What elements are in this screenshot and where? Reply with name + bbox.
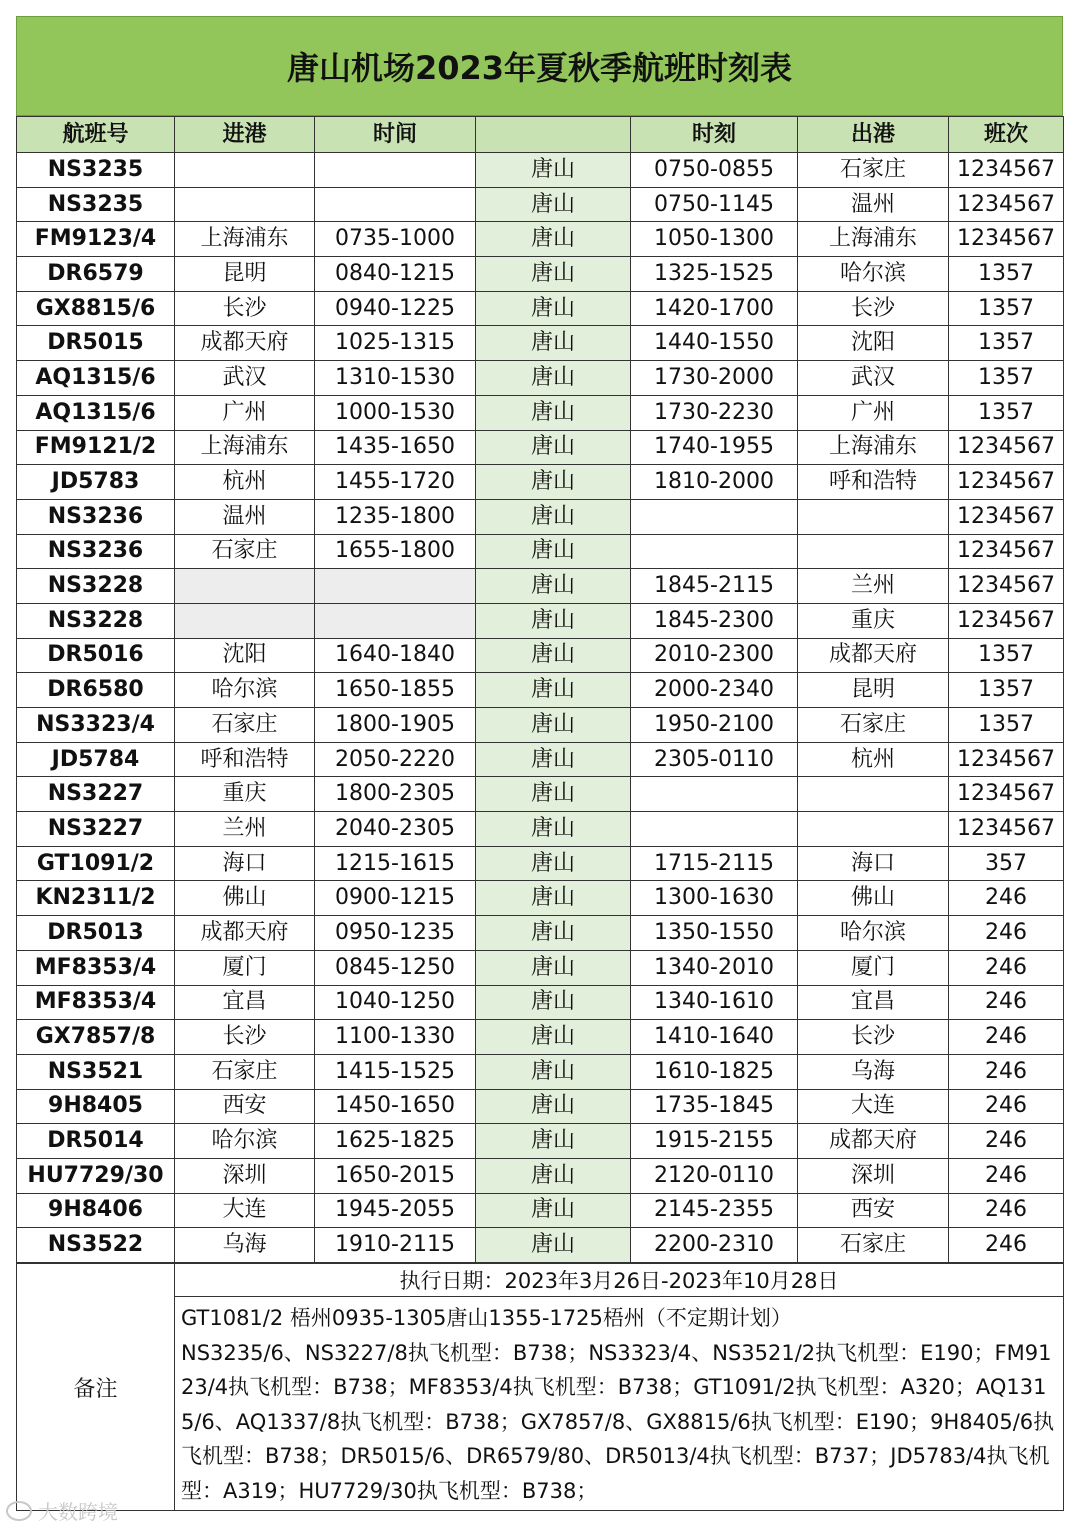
cell-hub: 唐山 [476, 257, 631, 292]
cell-arrival-origin: 海口 [175, 846, 315, 881]
cell-hub: 唐山 [476, 153, 631, 188]
table-row [17, 985, 1064, 1020]
cell-hub: 唐山 [476, 187, 631, 222]
cell-flight: JD5783 [17, 465, 175, 500]
cell-arrival-origin: 石家庄 [175, 1054, 315, 1089]
cell-hub: 唐山 [476, 708, 631, 743]
cell-departure-time: 2010-2300 [631, 638, 798, 673]
cell-departure-destination: 西安 [798, 1193, 949, 1228]
cell-departure-destination: 石家庄 [798, 1228, 949, 1263]
cell-hub: 唐山 [476, 603, 631, 638]
page-title: 唐山机场2023年夏秋季航班时刻表 [16, 16, 1063, 116]
table-row [17, 534, 1064, 569]
header-departure: 出港 [798, 117, 949, 153]
cell-departure-destination: 哈尔滨 [798, 257, 949, 292]
cell-frequency: 1234567 [949, 222, 1064, 257]
cell-departure-time [631, 777, 798, 812]
cell-departure-destination [798, 812, 949, 847]
cell-arrival-origin: 上海浦东 [175, 430, 315, 465]
cell-flight: JD5784 [17, 742, 175, 777]
cell-frequency: 246 [949, 1020, 1064, 1055]
header-schedule: 时刻 [631, 117, 798, 153]
table-row [17, 257, 1064, 292]
cell-departure-time: 1950-2100 [631, 708, 798, 743]
cell-departure-time: 1730-2000 [631, 361, 798, 396]
cell-hub: 唐山 [476, 1158, 631, 1193]
cell-departure-destination: 上海浦东 [798, 430, 949, 465]
cell-frequency: 357 [949, 846, 1064, 881]
cell-arrival-origin [175, 153, 315, 188]
cell-arrival-time: 1000-1530 [315, 395, 476, 430]
cell-frequency: 1234567 [949, 812, 1064, 847]
cell-departure-time: 1730-2230 [631, 395, 798, 430]
cell-arrival-time: 0900-1215 [315, 881, 476, 916]
cell-departure-time: 2120-0110 [631, 1158, 798, 1193]
table-row [17, 361, 1064, 396]
cell-hub: 唐山 [476, 1054, 631, 1089]
cell-departure-destination: 呼和浩特 [798, 465, 949, 500]
cell-departure-time [631, 812, 798, 847]
cell-departure-destination: 广州 [798, 395, 949, 430]
cell-flight: DR5015 [17, 326, 175, 361]
cell-arrival-origin: 哈尔滨 [175, 673, 315, 708]
cell-arrival-time: 1650-2015 [315, 1158, 476, 1193]
cell-departure-time: 2305-0110 [631, 742, 798, 777]
cell-hub: 唐山 [476, 1228, 631, 1263]
cell-flight: DR5014 [17, 1124, 175, 1159]
table-row [17, 291, 1064, 326]
cell-frequency: 1234567 [949, 465, 1064, 500]
cell-flight: NS3521 [17, 1054, 175, 1089]
cell-arrival-time: 1640-1840 [315, 638, 476, 673]
cell-flight: DR6580 [17, 673, 175, 708]
cell-hub: 唐山 [476, 291, 631, 326]
cell-arrival-time: 1800-1905 [315, 708, 476, 743]
cell-flight: AQ1315/6 [17, 361, 175, 396]
cell-hub: 唐山 [476, 881, 631, 916]
cell-flight: NS3235 [17, 153, 175, 188]
table-row [17, 1228, 1064, 1263]
cell-departure-destination: 大连 [798, 1089, 949, 1124]
cell-departure-destination: 上海浦东 [798, 222, 949, 257]
cell-frequency: 1357 [949, 638, 1064, 673]
cell-arrival-time: 1625-1825 [315, 1124, 476, 1159]
cell-flight: NS3227 [17, 777, 175, 812]
cell-flight: DR5013 [17, 916, 175, 951]
cell-departure-destination: 哈尔滨 [798, 916, 949, 951]
cell-departure-time: 1050-1300 [631, 222, 798, 257]
cell-arrival-origin: 呼和浩特 [175, 742, 315, 777]
cell-flight: DR6579 [17, 257, 175, 292]
cell-arrival-origin: 乌海 [175, 1228, 315, 1263]
notes-line-1: GT1081/2 梧州0935-1305唐山1355-1725梧州（不定期计划） [181, 1306, 792, 1330]
cell-departure-time: 1845-2115 [631, 569, 798, 604]
table-row [17, 638, 1064, 673]
table-row [17, 187, 1064, 222]
cell-flight: NS3236 [17, 499, 175, 534]
cell-hub: 唐山 [476, 812, 631, 847]
cell-departure-time: 1810-2000 [631, 465, 798, 500]
table-row [17, 708, 1064, 743]
cell-arrival-origin: 深圳 [175, 1158, 315, 1193]
cell-arrival-origin: 石家庄 [175, 708, 315, 743]
cell-departure-time: 1610-1825 [631, 1054, 798, 1089]
cell-frequency: 1234567 [949, 499, 1064, 534]
watermark [6, 1496, 118, 1525]
cell-arrival-origin [175, 569, 315, 604]
cell-frequency: 1357 [949, 291, 1064, 326]
cell-arrival-time: 0940-1225 [315, 291, 476, 326]
cell-arrival-origin [175, 603, 315, 638]
cell-arrival-time [315, 153, 476, 188]
cell-frequency: 246 [949, 1054, 1064, 1089]
cell-hub: 唐山 [476, 326, 631, 361]
table-row [17, 465, 1064, 500]
table-row [17, 950, 1064, 985]
cell-departure-destination [798, 499, 949, 534]
cell-departure-time: 1845-2300 [631, 603, 798, 638]
cell-flight: 9H8405 [17, 1089, 175, 1124]
cell-flight: NS3228 [17, 569, 175, 604]
cell-frequency: 1357 [949, 257, 1064, 292]
cell-departure-destination: 杭州 [798, 742, 949, 777]
cell-departure-time: 1300-1630 [631, 881, 798, 916]
cell-arrival-origin: 长沙 [175, 291, 315, 326]
cell-arrival-time [315, 187, 476, 222]
cell-hub: 唐山 [476, 916, 631, 951]
cell-arrival-origin: 成都天府 [175, 916, 315, 951]
cell-departure-destination: 石家庄 [798, 708, 949, 743]
cell-flight: MF8353/4 [17, 985, 175, 1020]
header-arrival: 进港 [175, 117, 315, 153]
table-row [17, 742, 1064, 777]
cell-arrival-time: 1215-1615 [315, 846, 476, 881]
cell-arrival-origin: 沈阳 [175, 638, 315, 673]
cell-departure-destination: 昆明 [798, 673, 949, 708]
cell-flight: GX8815/6 [17, 291, 175, 326]
cell-hub: 唐山 [476, 1124, 631, 1159]
cell-departure-time: 1325-1525 [631, 257, 798, 292]
cell-flight: NS3235 [17, 187, 175, 222]
cell-hub: 唐山 [476, 777, 631, 812]
cell-arrival-origin: 重庆 [175, 777, 315, 812]
table-row [17, 395, 1064, 430]
cell-flight: NS3522 [17, 1228, 175, 1263]
watermark-logo-icon [6, 1501, 32, 1521]
cell-arrival-origin: 宜昌 [175, 985, 315, 1020]
table-row [17, 222, 1064, 257]
watermark-text: 大数跨境 [38, 1500, 118, 1524]
cell-frequency: 1234567 [949, 603, 1064, 638]
schedule-table [16, 116, 1064, 1263]
table-row [17, 1020, 1064, 1055]
cell-arrival-time [315, 603, 476, 638]
table-row [17, 1124, 1064, 1159]
header-flight: 航班号 [17, 117, 175, 153]
table-row [17, 603, 1064, 638]
cell-frequency: 1234567 [949, 777, 1064, 812]
cell-frequency: 1357 [949, 361, 1064, 396]
cell-frequency: 246 [949, 985, 1064, 1020]
cell-departure-destination: 成都天府 [798, 1124, 949, 1159]
cell-departure-time [631, 499, 798, 534]
cell-arrival-time: 0845-1250 [315, 950, 476, 985]
cell-hub: 唐山 [476, 1020, 631, 1055]
cell-departure-destination [798, 777, 949, 812]
cell-frequency: 1234567 [949, 430, 1064, 465]
cell-arrival-time: 0735-1000 [315, 222, 476, 257]
cell-hub: 唐山 [476, 569, 631, 604]
cell-arrival-time: 1800-2305 [315, 777, 476, 812]
cell-departure-destination: 佛山 [798, 881, 949, 916]
cell-flight: FM9121/2 [17, 430, 175, 465]
cell-frequency: 246 [949, 1089, 1064, 1124]
cell-departure-time: 1420-1700 [631, 291, 798, 326]
cell-departure-time: 1350-1550 [631, 916, 798, 951]
cell-arrival-origin: 哈尔滨 [175, 1124, 315, 1159]
cell-flight: AQ1315/6 [17, 395, 175, 430]
cell-departure-time: 2000-2340 [631, 673, 798, 708]
cell-arrival-origin: 兰州 [175, 812, 315, 847]
table-row [17, 499, 1064, 534]
cell-frequency: 246 [949, 1124, 1064, 1159]
cell-departure-time: 1915-2155 [631, 1124, 798, 1159]
cell-departure-destination: 兰州 [798, 569, 949, 604]
cell-arrival-origin: 西安 [175, 1089, 315, 1124]
cell-departure-time: 2200-2310 [631, 1228, 798, 1263]
cell-frequency: 246 [949, 1228, 1064, 1263]
cell-departure-destination: 宜昌 [798, 985, 949, 1020]
cell-hub: 唐山 [476, 673, 631, 708]
cell-arrival-time: 1450-1650 [315, 1089, 476, 1124]
cell-departure-destination: 重庆 [798, 603, 949, 638]
table-row [17, 153, 1064, 188]
cell-frequency: 246 [949, 916, 1064, 951]
cell-arrival-origin [175, 187, 315, 222]
table-row [17, 1193, 1064, 1228]
cell-frequency: 246 [949, 950, 1064, 985]
cell-hub: 唐山 [476, 950, 631, 985]
cell-arrival-time: 2040-2305 [315, 812, 476, 847]
table-row [17, 846, 1064, 881]
cell-arrival-origin: 佛山 [175, 881, 315, 916]
cell-frequency: 1357 [949, 673, 1064, 708]
header-frequency: 班次 [949, 117, 1064, 153]
cell-departure-time: 1410-1640 [631, 1020, 798, 1055]
cell-departure-destination: 长沙 [798, 291, 949, 326]
cell-departure-destination: 厦门 [798, 950, 949, 985]
table-row [17, 881, 1064, 916]
cell-frequency: 1234567 [949, 187, 1064, 222]
cell-arrival-time: 1910-2115 [315, 1228, 476, 1263]
table-row [17, 569, 1064, 604]
cell-departure-time: 1740-1955 [631, 430, 798, 465]
cell-arrival-origin: 武汉 [175, 361, 315, 396]
cell-hub: 唐山 [476, 742, 631, 777]
cell-arrival-time: 2050-2220 [315, 742, 476, 777]
cell-flight: GX7857/8 [17, 1020, 175, 1055]
header-row [17, 117, 1064, 153]
cell-flight: FM9123/4 [17, 222, 175, 257]
cell-arrival-time: 0950-1235 [315, 916, 476, 951]
cell-flight: HU7729/30 [17, 1158, 175, 1193]
cell-flight: NS3227 [17, 812, 175, 847]
cell-arrival-time: 1310-1530 [315, 361, 476, 396]
cell-hub: 唐山 [476, 361, 631, 396]
cell-frequency: 246 [949, 1193, 1064, 1228]
cell-departure-time [631, 534, 798, 569]
cell-flight: NS3236 [17, 534, 175, 569]
cell-departure-time: 1340-1610 [631, 985, 798, 1020]
schedule-sheet [16, 16, 1063, 1511]
cell-departure-time: 1735-1845 [631, 1089, 798, 1124]
cell-frequency: 1234567 [949, 569, 1064, 604]
cell-departure-time: 1440-1550 [631, 326, 798, 361]
notes-label: 备注 [17, 1264, 175, 1511]
cell-frequency: 1234567 [949, 153, 1064, 188]
cell-flight: KN2311/2 [17, 881, 175, 916]
cell-departure-destination: 海口 [798, 846, 949, 881]
notes-body: NS3235/6、NS3227/8执飞机型：B738；NS3323/4、NS3521/2执飞机型：E190；FM9123/4执飞机型：B738；MF8353/4执飞机型：B738；GT1091/2执飞机型：A320；AQ1315/6、AQ1337/8执飞机型：B738；GX7857/8、GX8815/6执飞机型：E190；9H8405/6执飞机型：B738；DR5015/6、DR6579/80、DR5013/4执飞机型：B737；JD5783/4执飞机型：A319；HU7729/30执飞机型：B738； [181, 1340, 1055, 1503]
cell-arrival-origin: 石家庄 [175, 534, 315, 569]
cell-frequency: 1357 [949, 395, 1064, 430]
notes-text [175, 1297, 1064, 1511]
cell-hub: 唐山 [476, 430, 631, 465]
cell-departure-destination: 沈阳 [798, 326, 949, 361]
cell-departure-destination: 石家庄 [798, 153, 949, 188]
cell-flight: 9H8406 [17, 1193, 175, 1228]
cell-departure-destination: 乌海 [798, 1054, 949, 1089]
cell-hub: 唐山 [476, 499, 631, 534]
cell-departure-time: 1340-2010 [631, 950, 798, 985]
cell-arrival-time: 1415-1525 [315, 1054, 476, 1089]
cell-departure-destination: 武汉 [798, 361, 949, 396]
cell-flight: DR5016 [17, 638, 175, 673]
cell-arrival-origin: 大连 [175, 1193, 315, 1228]
cell-arrival-origin: 成都天府 [175, 326, 315, 361]
table-row [17, 812, 1064, 847]
cell-departure-destination [798, 534, 949, 569]
table-row [17, 777, 1064, 812]
cell-departure-time: 0750-0855 [631, 153, 798, 188]
cell-arrival-origin: 昆明 [175, 257, 315, 292]
header-time: 时间 [315, 117, 476, 153]
table-row [17, 430, 1064, 465]
cell-hub: 唐山 [476, 638, 631, 673]
cell-hub: 唐山 [476, 395, 631, 430]
notes-section [16, 1263, 1064, 1511]
cell-arrival-origin: 上海浦东 [175, 222, 315, 257]
cell-arrival-time: 1100-1330 [315, 1020, 476, 1055]
cell-frequency: 1357 [949, 326, 1064, 361]
table-row [17, 1158, 1064, 1193]
cell-hub: 唐山 [476, 1089, 631, 1124]
cell-arrival-time [315, 569, 476, 604]
cell-hub: 唐山 [476, 465, 631, 500]
cell-arrival-origin: 长沙 [175, 1020, 315, 1055]
cell-arrival-origin: 杭州 [175, 465, 315, 500]
cell-arrival-time: 1945-2055 [315, 1193, 476, 1228]
cell-arrival-time: 1235-1800 [315, 499, 476, 534]
cell-arrival-origin: 广州 [175, 395, 315, 430]
cell-hub: 唐山 [476, 1193, 631, 1228]
cell-arrival-time: 1025-1315 [315, 326, 476, 361]
cell-departure-destination: 长沙 [798, 1020, 949, 1055]
cell-flight: NS3228 [17, 603, 175, 638]
cell-frequency: 246 [949, 1158, 1064, 1193]
cell-frequency: 1234567 [949, 534, 1064, 569]
cell-arrival-time: 0840-1215 [315, 257, 476, 292]
execution-date: 执行日期：2023年3月26日-2023年10月28日 [175, 1264, 1064, 1297]
cell-departure-destination: 成都天府 [798, 638, 949, 673]
cell-departure-time: 1715-2115 [631, 846, 798, 881]
cell-frequency: 1357 [949, 708, 1064, 743]
cell-flight: NS3323/4 [17, 708, 175, 743]
cell-departure-destination: 深圳 [798, 1158, 949, 1193]
cell-hub: 唐山 [476, 985, 631, 1020]
cell-frequency: 1234567 [949, 742, 1064, 777]
table-row [17, 673, 1064, 708]
cell-arrival-time: 1455-1720 [315, 465, 476, 500]
header-hub [476, 117, 631, 153]
cell-arrival-time: 1650-1855 [315, 673, 476, 708]
cell-hub: 唐山 [476, 534, 631, 569]
table-row [17, 1054, 1064, 1089]
cell-flight: MF8353/4 [17, 950, 175, 985]
cell-hub: 唐山 [476, 222, 631, 257]
cell-arrival-origin: 厦门 [175, 950, 315, 985]
cell-flight: GT1091/2 [17, 846, 175, 881]
cell-arrival-time: 1040-1250 [315, 985, 476, 1020]
table-row [17, 326, 1064, 361]
cell-arrival-time: 1655-1800 [315, 534, 476, 569]
cell-departure-destination: 温州 [798, 187, 949, 222]
cell-departure-time: 2145-2355 [631, 1193, 798, 1228]
cell-hub: 唐山 [476, 846, 631, 881]
table-row [17, 1089, 1064, 1124]
cell-frequency: 246 [949, 881, 1064, 916]
cell-departure-time: 0750-1145 [631, 187, 798, 222]
cell-arrival-time: 1435-1650 [315, 430, 476, 465]
cell-arrival-origin: 温州 [175, 499, 315, 534]
table-row [17, 916, 1064, 951]
